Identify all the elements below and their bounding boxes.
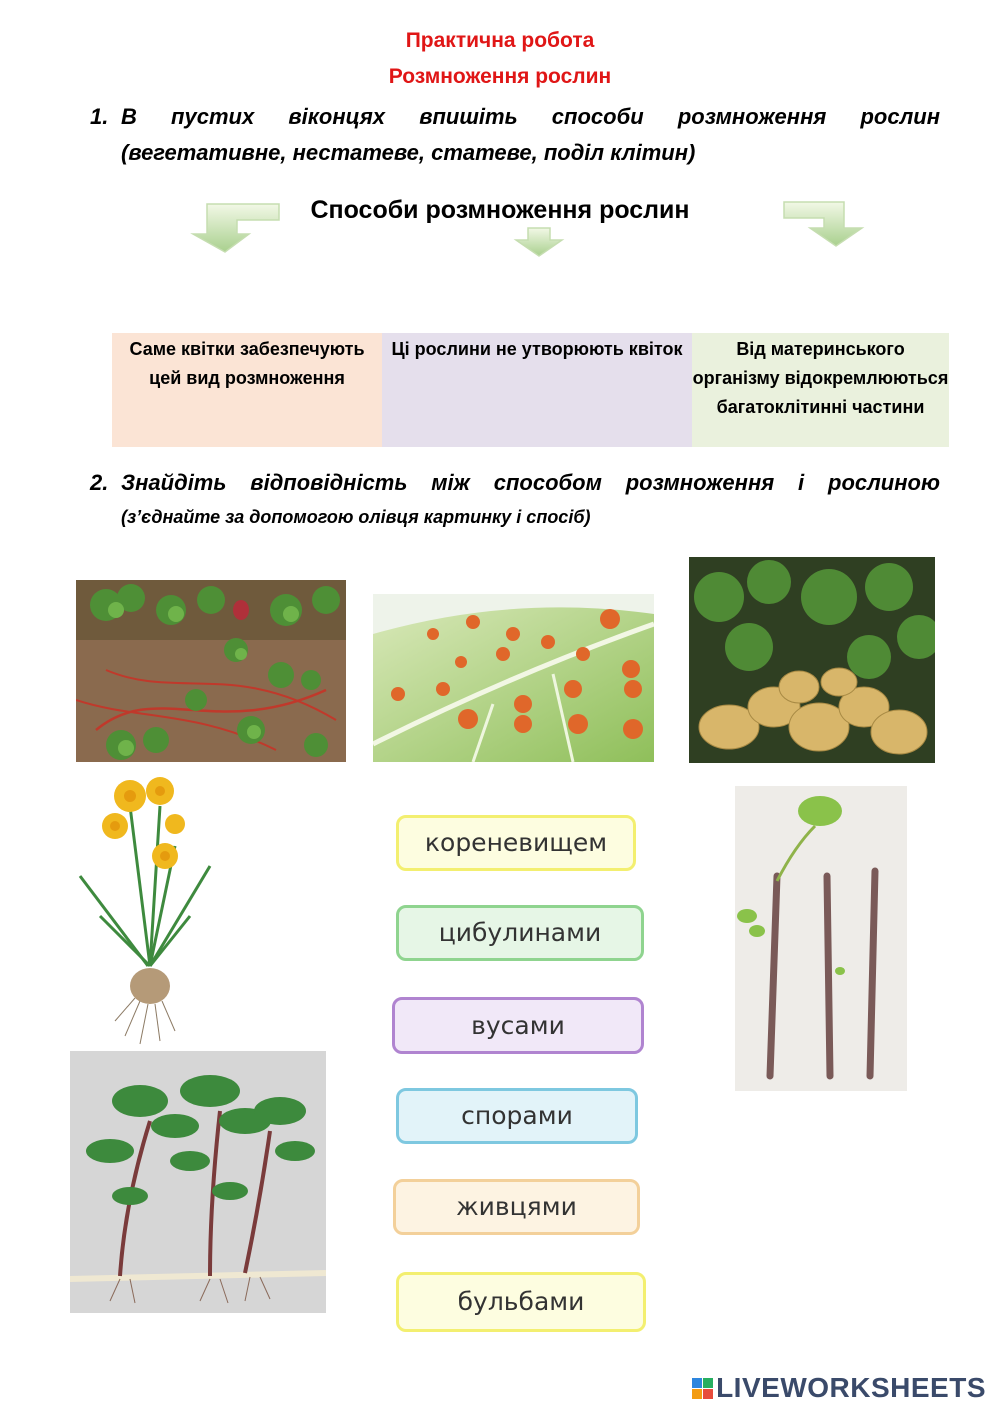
diagram-title: Способи розмноження рослин — [310, 196, 690, 224]
liveworksheets-logo: LIVEWORKSHEETS — [716, 1372, 986, 1403]
task-2-hint: (з’єднайте за допомогою олівця картинку і спосіб) — [121, 507, 591, 527]
word-card-rhizome[interactable]: кореневищем — [396, 815, 636, 871]
strawberry-runners-image[interactable] — [76, 580, 346, 762]
task-1-number: 1. — [90, 104, 109, 129]
task-1-hint: (вегетативне, нестатеве, статеве, поділ клітин) — [121, 140, 696, 165]
task-1 — [90, 99, 940, 171]
word-card-tubers[interactable]: бульбами — [396, 1272, 646, 1332]
worksheet-subtitle: Розмноження рослин — [388, 65, 612, 88]
fern-spores-image[interactable] — [373, 594, 654, 762]
liveworksheets-logo-icon — [692, 1378, 714, 1400]
word-card-runners[interactable]: вусами — [392, 997, 644, 1054]
word-card-cuttings[interactable]: живцями — [393, 1179, 640, 1235]
table-cell-flowers: Саме квітки забезпечують цей вид розмноження — [112, 333, 382, 447]
table-cell-multicellular: Від материнського організму відокремлюються багатоклітинні частини — [692, 333, 949, 447]
task-2 — [90, 465, 940, 533]
potato-tubers-image[interactable] — [689, 557, 935, 763]
left-arrow-icon — [185, 200, 285, 256]
task-2-text: Знайдіть відповідність між способом розмноження і рослиною — [121, 470, 940, 495]
mint-rhizome-image[interactable] — [70, 1051, 326, 1313]
center-arrow-icon — [512, 226, 566, 258]
task-1-text: В пустих віконцях впишіть способи розмноження рослин — [121, 104, 940, 129]
daffodil-bulb-image[interactable] — [70, 766, 220, 1046]
task-2-number: 2. — [90, 470, 109, 495]
word-card-bulbs[interactable]: цибулинами — [396, 905, 644, 961]
worksheet-title: Практична робота — [405, 29, 595, 52]
table-cell-no-flowers: Ці рослини не утворюють квіток — [382, 333, 692, 447]
stem-cuttings-image[interactable] — [735, 786, 907, 1091]
word-card-spores[interactable]: спорами — [396, 1088, 638, 1144]
right-arrow-icon — [780, 198, 870, 250]
